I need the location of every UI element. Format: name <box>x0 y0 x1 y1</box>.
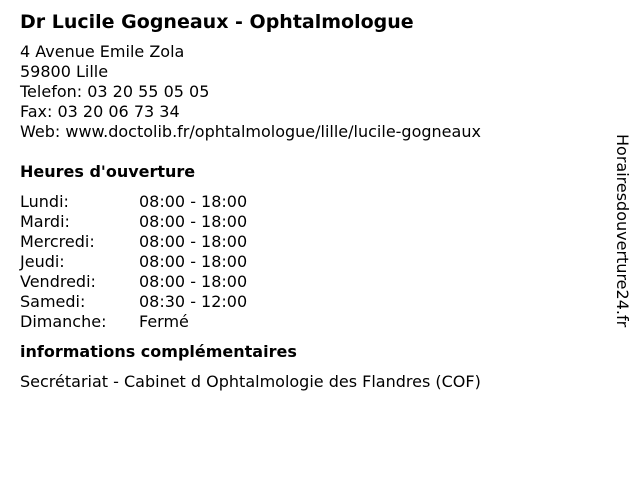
hours-time: 08:00 - 18:00 <box>139 212 248 231</box>
hours-time: 08:00 - 18:00 <box>139 252 248 271</box>
fax-number: Fax: 03 20 06 73 34 <box>20 102 180 121</box>
city-address: 59800 Lille <box>20 62 109 81</box>
hours-row <box>20 312 600 332</box>
hours-row <box>20 252 600 272</box>
hours-day: Dimanche: <box>20 312 107 331</box>
hours-row <box>20 192 600 212</box>
hours-day: Mercredi: <box>20 232 95 251</box>
extra-info-heading: informations complémentaires <box>20 342 297 361</box>
hours-day: Jeudi: <box>20 252 65 271</box>
site-brand-label: Horairesdouverture24.fr <box>613 134 632 328</box>
street-address: 4 Avenue Emile Zola <box>20 42 185 61</box>
hours-day: Mardi: <box>20 212 70 231</box>
hours-heading: Heures d'ouverture <box>20 162 196 181</box>
hours-time: 08:00 - 18:00 <box>139 232 248 251</box>
hours-row <box>20 212 600 232</box>
hours-day: Vendredi: <box>20 272 96 291</box>
page-title: Dr Lucile Gogneaux - Ophtalmologue <box>20 11 414 33</box>
extra-info-text: Secrétariat - Cabinet d Ophtalmologie des Flandres (COF) <box>20 372 481 391</box>
hours-time: 08:30 - 12:00 <box>139 292 248 311</box>
hours-day: Lundi: <box>20 192 69 211</box>
hours-day: Samedi: <box>20 292 86 311</box>
hours-time: Fermé <box>139 312 189 331</box>
website-link[interactable]: Web: www.doctolib.fr/ophtalmologue/lille/lucile-gogneaux <box>20 122 481 141</box>
hours-row <box>20 292 600 312</box>
hours-row <box>20 272 600 292</box>
hours-row <box>20 232 600 252</box>
hours-time: 08:00 - 18:00 <box>139 272 248 291</box>
contact-block <box>20 42 600 142</box>
hours-table <box>20 192 600 332</box>
phone-number[interactable]: Telefon: 03 20 55 05 05 <box>20 82 210 101</box>
hours-time: 08:00 - 18:00 <box>139 192 248 211</box>
listing-content <box>20 10 600 392</box>
